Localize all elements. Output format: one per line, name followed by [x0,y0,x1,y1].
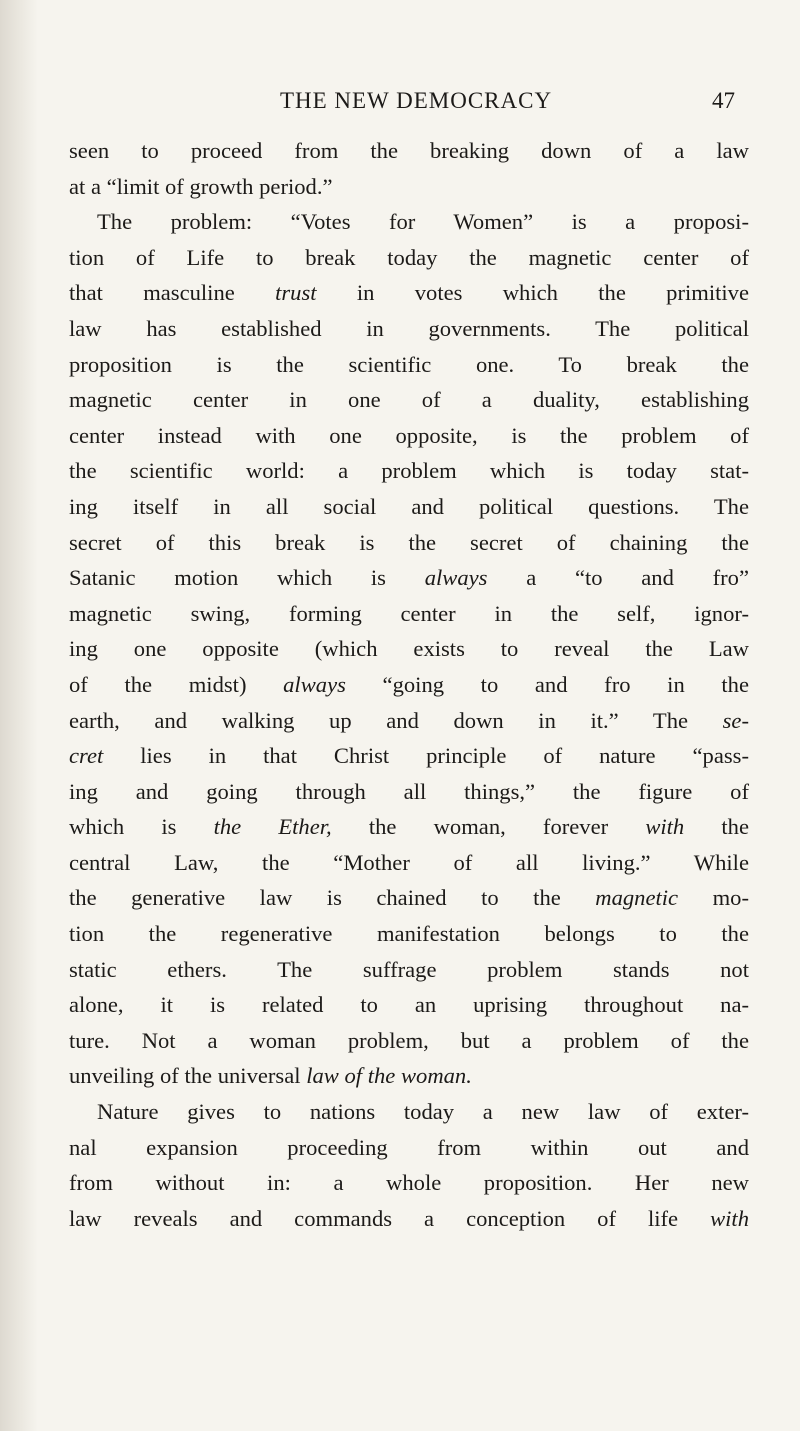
text-line: ing and going through all things,” the figure of [69,778,749,804]
text-line: secret of this break is the secret of chaining the [69,529,749,555]
page-number: 47 [712,88,735,113]
text-line: that masculine trust in votes which the primitive [69,280,750,306]
text-line: Satanic motion which is always a “to and fro” [69,565,749,591]
text-line: static ethers. The suffrage problem stands not [69,956,749,982]
text-line: magnetic swing, forming center in the self, ignor- [69,600,749,626]
running-head: THE NEW DEMOCRACY [279,88,553,113]
text-line: tion the regenerative manifestation belongs to the [69,921,749,947]
text-line: ture. Not a woman problem, but a problem of the [69,1027,749,1053]
text-line: the generative law is chained to the magnetic mo- [69,885,749,911]
text-line: which is the Ether, the woman, forever with the [69,814,749,840]
text-line: at a “limit of growth period.” [69,173,333,199]
text-line: nal expansion proceeding from within out and [69,1134,749,1160]
text-line: alone, it is related to an uprising throughout na- [69,992,749,1018]
text-line: central Law, the “Mother of all living.” While [69,849,749,875]
text-line: law reveals and commands a conception of life with [69,1205,749,1231]
text-line: seen to proceed from the breaking down of a law [69,138,749,163]
text-line: proposition is the scientific one. To break the [69,351,749,377]
text-line: of the midst) always “going to and fro in the [69,671,749,697]
text-line: from without in: a whole proposition. Her new [69,1170,749,1196]
text-line: unveiling of the universal law of the woman. [69,1063,472,1089]
text-line: cret lies in that Christ principle of nature “pass- [69,743,749,769]
text-line: tion of Life to break today the magnetic center of [69,244,749,270]
text-line: center instead with one opposite, is the problem of [69,422,749,448]
text-line: earth, and walking up and down in it.” The se- [69,707,749,733]
text-line: Nature gives to nations today a new law of exter- [97,1099,749,1125]
text-line: ing itself in all social and political questions. The [69,493,749,519]
text-line: law has established in governments. The political [69,315,749,341]
text-line: The problem: “Votes for Women” is a proposi- [97,209,749,235]
text-line: ing one opposite (which exists to reveal the Law [69,636,749,662]
body-text [69,133,749,1236]
text-line: the scientific world: a problem which is today stat- [69,458,749,484]
text-line: magnetic center in one of a duality, establishing [69,387,749,413]
